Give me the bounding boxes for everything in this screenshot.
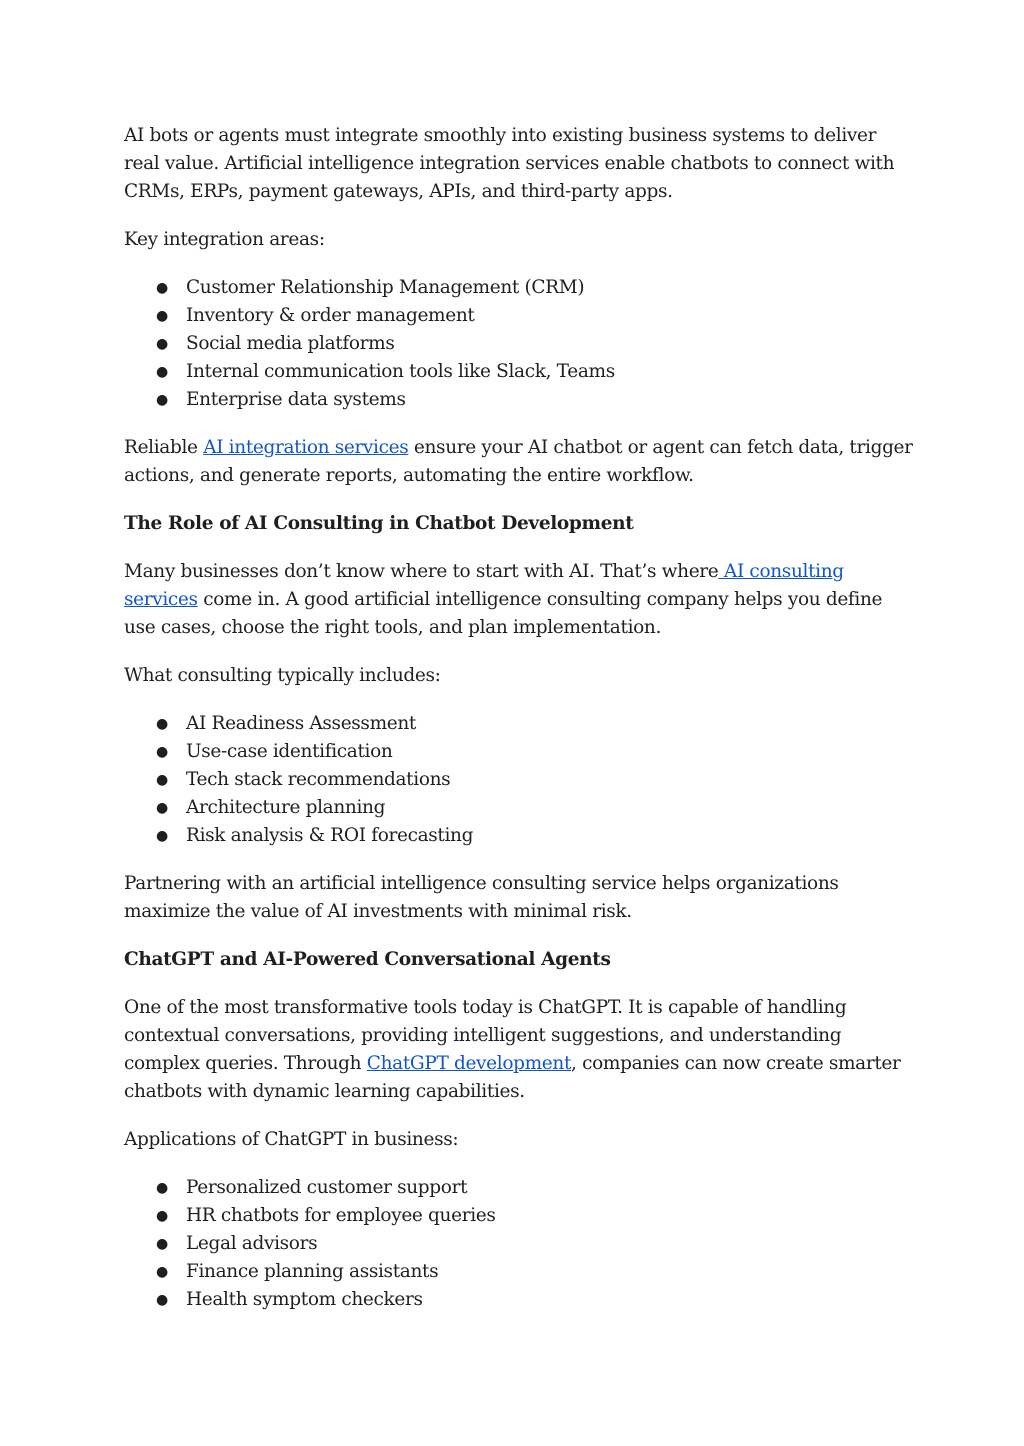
bullet-icon: ● bbox=[156, 1264, 168, 1280]
reliable-paragraph bbox=[124, 434, 914, 490]
chatgpt-development-link[interactable]: ChatGPT development bbox=[366, 1053, 572, 1074]
list-item-text: Architecture planning bbox=[186, 797, 386, 818]
bullet-icon: ● bbox=[156, 392, 168, 408]
list-item bbox=[124, 274, 914, 302]
list-item bbox=[124, 794, 914, 822]
bullet-icon: ● bbox=[156, 772, 168, 788]
chatgpt-list-heading: Applications of ChatGPT in business: bbox=[124, 1129, 459, 1150]
list-item-text: Tech stack recommendations bbox=[186, 769, 451, 790]
consulting-text-before: Many businesses don’t know where to start with AI. That’s where bbox=[124, 561, 719, 582]
consulting-list-heading: What consulting typically includes: bbox=[124, 665, 441, 686]
list-item-text: AI Readiness Assessment bbox=[186, 713, 417, 734]
bullet-icon: ● bbox=[156, 308, 168, 324]
list-item bbox=[124, 1202, 914, 1230]
list-item-text: Risk analysis & ROI forecasting bbox=[186, 825, 474, 846]
bullet-icon: ● bbox=[156, 1292, 168, 1308]
bullet-icon: ● bbox=[156, 744, 168, 760]
bullet-icon: ● bbox=[156, 336, 168, 352]
reliable-text-before: Reliable bbox=[124, 437, 204, 458]
key-integration-heading: Key integration areas: bbox=[124, 229, 325, 250]
list-item bbox=[124, 738, 914, 766]
intro-paragraph: AI bots or agents must integrate smoothly into existing business systems to deliver real value. Artificial intelligence integration services enable chatbots to connect with CRMs, ERPs, payment gateways, APIs, and third-party apps. bbox=[124, 125, 895, 202]
list-item-text: HR chatbots for employee queries bbox=[186, 1205, 496, 1226]
list-item bbox=[124, 386, 914, 414]
list-item-text: Health symptom checkers bbox=[186, 1289, 423, 1310]
bullet-icon: ● bbox=[156, 1208, 168, 1224]
list-item bbox=[124, 1174, 914, 1202]
consulting-paragraph bbox=[124, 558, 914, 642]
list-item bbox=[124, 1258, 914, 1286]
bullet-icon: ● bbox=[156, 364, 168, 380]
list-item bbox=[124, 302, 914, 330]
chatgpt-paragraph bbox=[124, 994, 914, 1106]
chatgpt-text-after: , companies can now create smarter chatbots with dynamic learning capabilities. bbox=[124, 1053, 901, 1102]
list-item bbox=[124, 1286, 914, 1314]
chatgpt-section-title: ChatGPT and AI-Powered Conversational Agents bbox=[124, 949, 611, 970]
list-item bbox=[124, 822, 914, 850]
list-item-text: Legal advisors bbox=[186, 1233, 318, 1254]
bullet-icon: ● bbox=[156, 716, 168, 732]
reliable-text-after: ensure your AI chatbot or agent can fetch data, trigger actions, and generate reports, automating the entire workflow. bbox=[124, 437, 913, 486]
key-integration-list bbox=[124, 274, 914, 414]
list-item-text: Use-case identification bbox=[186, 741, 393, 762]
bullet-icon: ● bbox=[156, 1236, 168, 1252]
list-item-text: Customer Relationship Management (CRM) bbox=[186, 277, 585, 298]
consulting-text-after: come in. A good artificial intelligence consulting company helps you define use cases, choose the right tools, and plan implementation. bbox=[124, 589, 883, 638]
list-item-text: Social media platforms bbox=[186, 333, 395, 354]
ai-consulting-services-link[interactable]: AI consulting services bbox=[124, 561, 844, 610]
list-item bbox=[124, 330, 914, 358]
list-item bbox=[124, 710, 914, 738]
document-page bbox=[124, 122, 914, 1334]
consulting-closing-paragraph: Partnering with an artificial intelligence consulting service helps organizations maximize the value of AI investments with minimal risk. bbox=[124, 873, 839, 922]
bullet-icon: ● bbox=[156, 828, 168, 844]
ai-integration-services-link[interactable]: AI integration services bbox=[203, 437, 409, 458]
list-item-text: Inventory & order management bbox=[186, 305, 475, 326]
list-item bbox=[124, 1230, 914, 1258]
chatgpt-text-before: One of the most transformative tools today is ChatGPT. It is capable of handling contextual conversations, providing intelligent suggestions, and understanding complex queries. Through bbox=[124, 997, 847, 1074]
list-item-text: Enterprise data systems bbox=[186, 389, 406, 410]
chatgpt-applications-list bbox=[124, 1174, 914, 1314]
list-item-text: Personalized customer support bbox=[186, 1177, 468, 1198]
list-item bbox=[124, 766, 914, 794]
list-item bbox=[124, 358, 914, 386]
bullet-icon: ● bbox=[156, 800, 168, 816]
bullet-icon: ● bbox=[156, 1180, 168, 1196]
bullet-icon: ● bbox=[156, 280, 168, 296]
list-item-text: Finance planning assistants bbox=[186, 1261, 439, 1282]
list-item-text: Internal communication tools like Slack, Teams bbox=[186, 361, 615, 382]
consulting-list bbox=[124, 710, 914, 850]
consulting-section-title: The Role of AI Consulting in Chatbot Development bbox=[124, 513, 634, 534]
